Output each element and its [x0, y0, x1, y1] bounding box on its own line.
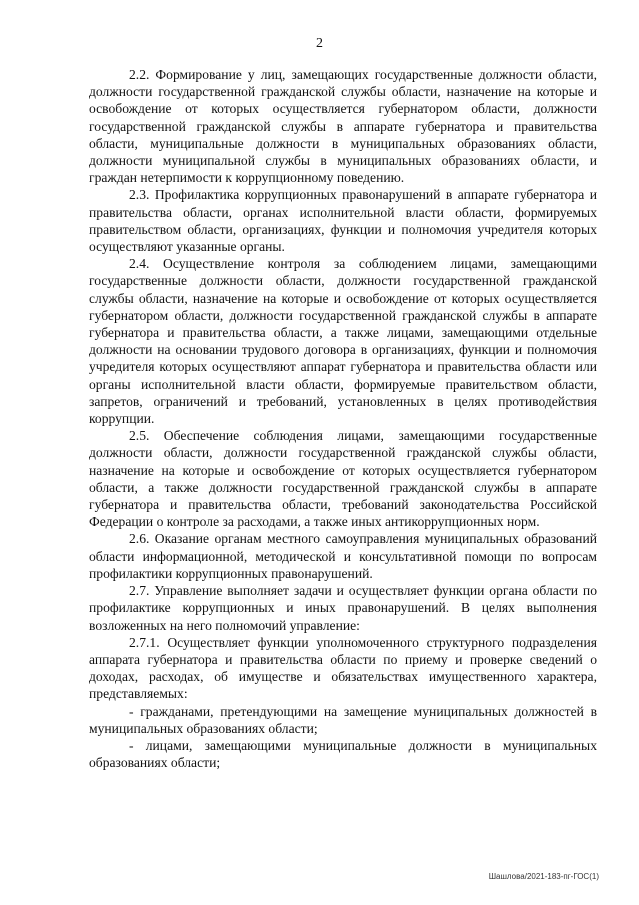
paragraph-2-3: 2.3. Профилактика коррупционных правонарушений в аппарате губернатора и правительства области, органах исполнительной власти области, формируемых правительством области, организациях, функции и полномочия учредителя которых осуществляют указанные органы.	[89, 187, 597, 255]
list-item: - лицами, замещающими муниципальные должности в муниципальных образованиях области;	[89, 737, 597, 771]
paragraph-2-6: 2.6. Оказание органам местного самоуправления муниципальных образований области информационной, методической и консультативной помощи по вопросам профилактики коррупционных правонарушений.	[89, 531, 597, 581]
paragraph-2-2: 2.2. Формирование у лиц, замещающих государственные должности области, должности государственной гражданской службы области, назначение на которые и освобождение от которых осуществляется губернатором области, должности государственной гражданской службы в аппарате губернатора и правительства области, муниципальные должности в муниципальных образованиях области, должности муниципальной службы в муниципальных образованиях области, и граждан нетерпимости к коррупционному поведению.	[89, 67, 597, 186]
document-body	[89, 66, 597, 771]
paragraph-2-7-1: 2.7.1. Осуществляет функции уполномоченного структурного подразделения аппарата губернатора и правительства области по приему и проверке сведений о доходах, расходах, об имуществе и обязательствах имущественного характера, представляемых:	[89, 634, 597, 702]
list-item: - гражданами, претендующими на замещение муниципальных должностей в муниципальных образованиях области;	[89, 703, 597, 736]
paragraph-2-7: 2.7. Управление выполняет задачи и осуществляет функции органа области по профилактике коррупционных и иных правонарушений. В целях выполнения возложенных на него полномочий управление:	[89, 583, 597, 633]
paragraph-2-5: 2.5. Обеспечение соблюдения лицами, замещающими государственные должности области, должности государственной гражданской службы области, назначение на которые и освобождение от которых осуществляется губернатором области, а также должности государственной гражданской службы в аппарате губернатора и правительства области, требований законодательства Российской Федерации о контроле за расходами, а также иных антикоррупционных норм.	[89, 428, 597, 530]
page-number: 2	[316, 36, 323, 51]
document-footer-code: Шашлова/2021-183-пг-ГОС(1)	[488, 872, 599, 881]
paragraph-2-4: 2.4. Осуществление контроля за соблюдением лицами, замещающими государственные должности области, должности государственной гражданской службы области, назначение на которые и освобождение от которых осуществляется губернатором области, должности государственной гражданской службы в аппарате губернатора и правительства области, а также лицами, замещающими отдельные должности на основании трудового договора в организациях, функции и полномочия учредителя которых осуществляют аппарат губернатора и правительства области или органы исполнительной власти области, формируемые правительством области, запретов, ограничений и требований, установленных в целях противодействия коррупции.	[89, 256, 597, 427]
